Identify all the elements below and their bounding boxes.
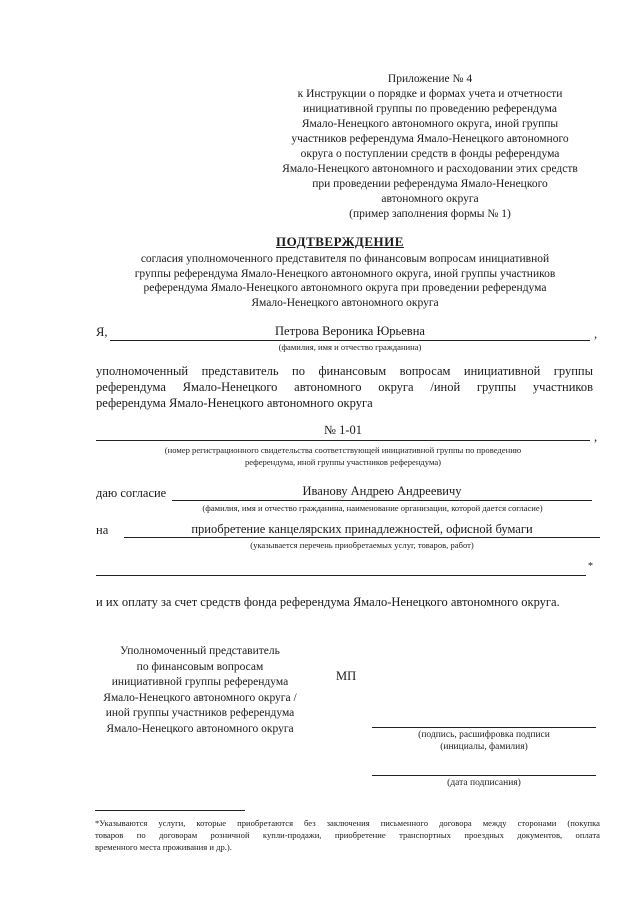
- role-line: референдума Ямало-Ненецкого автономного округа /иной группы участников: [96, 380, 593, 394]
- certificate-caption-line: (номер регистрационного свидетельства соответствующей инициативной группы по проведению: [164, 445, 522, 455]
- appendix-line: автономного округа: [381, 193, 479, 205]
- role-paragraph: [96, 363, 593, 411]
- signature-caption-line: (подпись, расшифровка подписи: [418, 730, 550, 740]
- person-underline: [110, 340, 590, 341]
- appendix-line: округа о поступлении средств в фонды референдума: [300, 148, 560, 160]
- subtitle-line: Ямало-Ненецкого автономного округа: [251, 296, 439, 309]
- subtitle-line: группы референдума Ямало-Ненецкого автономного округа, иной группы участников: [134, 267, 556, 280]
- appendix-line: при проведении референдума Ямало-Ненецкого: [312, 178, 548, 190]
- footnote-separator: [95, 810, 245, 811]
- subtitle-line: согласия уполномоченного представителя по финансовым вопросам инициативной: [140, 253, 550, 265]
- person-prefix: Я,: [96, 325, 108, 339]
- signer-line: Ямало-Ненецкого автономного округа: [106, 722, 294, 735]
- date-caption: (дата подписания): [447, 778, 521, 788]
- consent-prefix: даю согласие: [96, 486, 167, 500]
- signature-caption-line: (инициалы, фамилия): [440, 742, 528, 752]
- signer-block: [80, 644, 320, 737]
- document-subtitle: [95, 252, 595, 310]
- footnote-line: *Указываются услуги, которые приобретаются без заключения письменного договора между сторонами (покупка: [95, 818, 600, 828]
- purpose-prefix: на: [96, 523, 109, 537]
- certificate-caption: [96, 444, 590, 468]
- signer-line: по финансовым вопросам: [136, 660, 264, 673]
- consent-caption: (фамилия, имя и отчество гражданина, наименование организации, которой дается согласие): [202, 503, 543, 513]
- purpose-value: приобретение канцелярских принадлежностей, офисной бумаги: [191, 522, 533, 536]
- purpose-underline: [124, 537, 600, 538]
- signer-line: инициативной группы референдума: [111, 676, 289, 688]
- stamp-placeholder: МП: [336, 669, 357, 683]
- person-name: Петрова Вероника Юрьевна: [275, 324, 425, 338]
- appendix-line: Приложение № 4: [387, 73, 473, 85]
- purpose-footnote-mark: *: [588, 561, 593, 572]
- appendix-line: Ямало-Ненецкого автономного округа, иной группы: [301, 118, 559, 130]
- certificate-comma: ,: [594, 430, 598, 444]
- subtitle-line: референдума Ямало-Ненецкого автономного округа при проведении референдума: [143, 282, 547, 294]
- consent-recipient: Иванову Андрею Андреевичу: [302, 484, 462, 498]
- appendix-line: Ямало-Ненецкого автономного и расходовании этих средств: [282, 163, 578, 175]
- appendix-line: (пример заполнения формы № 1): [349, 208, 511, 220]
- footnote-line: товаров по договорам розничной купли-продажи, приобретение транспортных проездных документов, оплата: [95, 830, 600, 840]
- footnote: [95, 817, 600, 853]
- appendix-header: [250, 72, 610, 222]
- signature-underline: [372, 727, 596, 728]
- appendix-line: участников референдума Ямало-Ненецкого автономного: [291, 133, 569, 145]
- payment-text: и их оплату за счет средств фонда референдума Ямало-Ненецкого автономного округа.: [96, 595, 560, 609]
- date-underline: [372, 775, 596, 776]
- purpose-continuation-underline: [96, 575, 586, 576]
- certificate-number: № 1-01: [324, 423, 362, 437]
- appendix-line: к Инструкции о порядке и формах учета и отчетности: [297, 88, 563, 100]
- consent-underline: [172, 500, 592, 501]
- purpose-caption: (указывается перечень приобретаемых услуг, товаров, работ): [250, 540, 474, 550]
- footnote-line: временного места проживания и др.).: [95, 842, 232, 852]
- role-line: референдума Ямало-Ненецкого автономного округа: [96, 396, 373, 410]
- appendix-line: инициативной группы по проведению референдума: [303, 103, 557, 115]
- document-title: ПОДТВЕРЖДЕНИЕ: [276, 234, 404, 249]
- certificate-caption-line: референдума, иной группы участников референдума): [244, 457, 442, 467]
- person-comma: ,: [594, 327, 598, 341]
- certificate-underline: [96, 440, 590, 441]
- signature-caption: [372, 729, 596, 753]
- signer-line: иной группы участников референдума: [105, 707, 295, 719]
- role-line: уполномоченный представитель по финансовым вопросам инициативной группы: [96, 364, 593, 378]
- signer-line: Ямало-Ненецкого автономного округа /: [103, 691, 297, 704]
- person-caption: (фамилия, имя и отчество гражданина): [278, 342, 422, 352]
- signer-line: Уполномоченный представитель: [120, 645, 280, 657]
